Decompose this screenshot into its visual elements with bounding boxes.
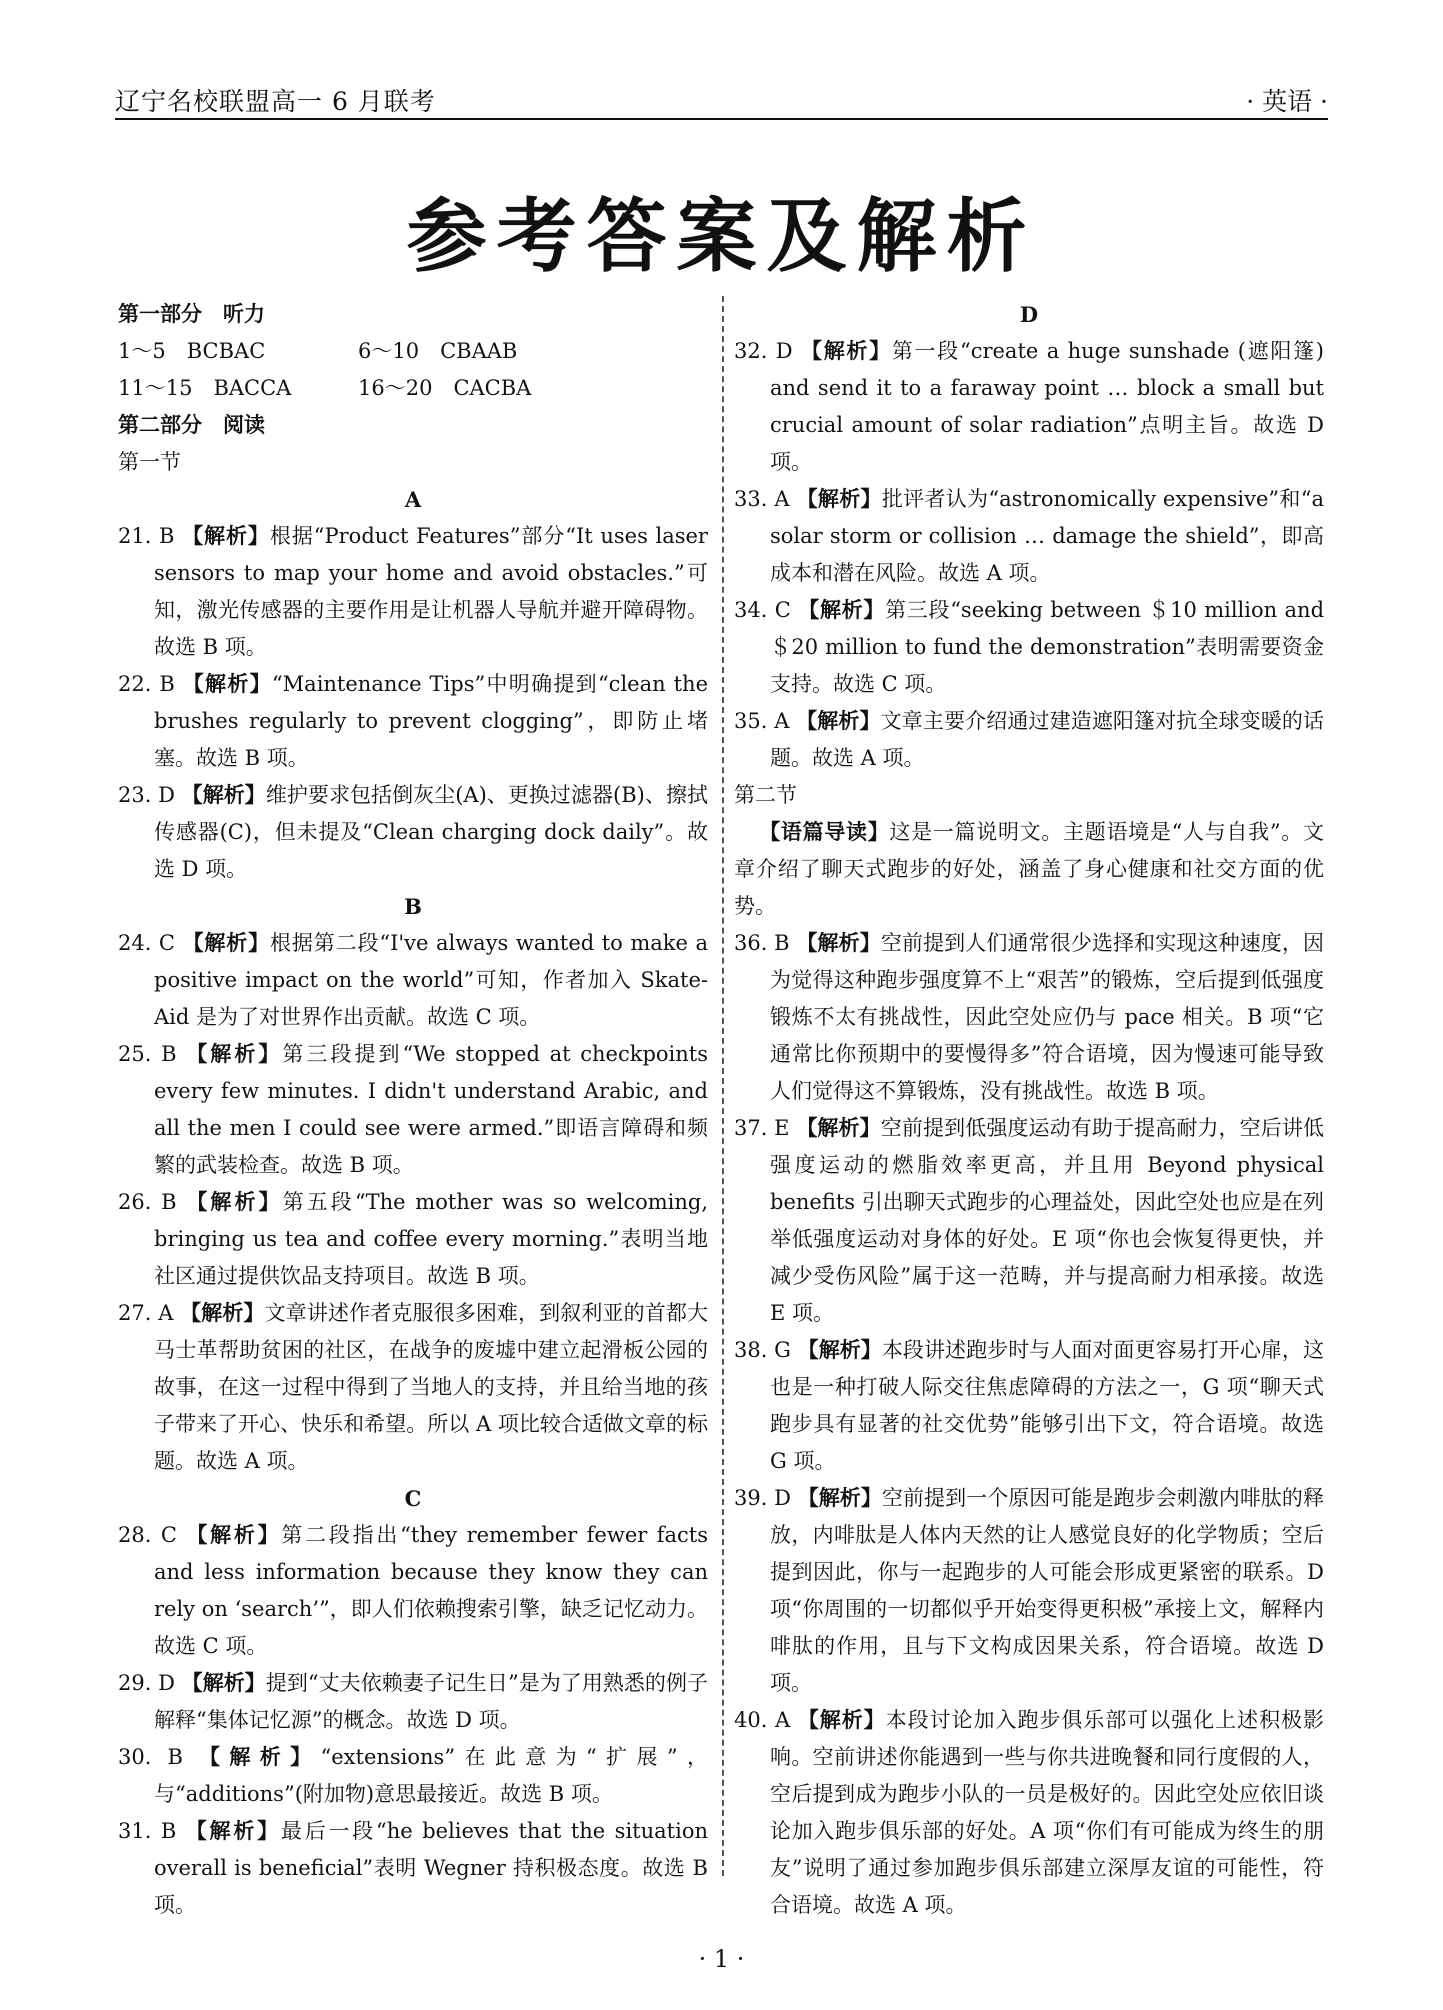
answer-item-39 xyxy=(734,1480,1324,1702)
answer-item-24 xyxy=(118,925,708,1036)
listening-answer: 6～10 CBAAB xyxy=(358,339,518,363)
answer-number: 28. C xyxy=(118,1523,177,1547)
answer-explanation: 第二段指出“they remember fewer facts and less information because they know they can rely on ‘search’”，即人们依赖搜索引擎，缺乏记忆动力。故选 C 项。 xyxy=(154,1523,708,1658)
passage-guide xyxy=(734,814,1324,925)
answer-number: 30. B xyxy=(118,1745,183,1769)
analysis-tag: 【解析】 xyxy=(796,487,882,511)
answer-item-38 xyxy=(734,1332,1324,1480)
analysis-tag: 【解析】 xyxy=(185,1819,281,1843)
left-column xyxy=(118,296,708,1924)
analysis-tag: 【解析】 xyxy=(186,1042,283,1066)
analysis-tag: 【解析】 xyxy=(798,598,886,622)
subsection-heading: 第二节 xyxy=(734,783,797,807)
analysis-tag: 【解析】 xyxy=(182,672,272,696)
analysis-tag: 【解析】 xyxy=(797,1338,882,1362)
answer-explanation: “Maintenance Tips”中明确提到“clean the brushes regularly to prevent clogging”，即防止堵塞。故选 B 项。 xyxy=(154,672,708,770)
answer-item-22 xyxy=(118,666,708,777)
answer-explanation: 空前提到一个原因可能是跑步会刺激内啡肽的释放，内啡肽是人体内天然的让人感觉良好的化学物质；空后提到因此，你与一起跑步的人可能会形成更紧密的联系。D 项“你周围的一切都似乎开始变得更积极”承接上文，解释内啡肽的作用，且与下文构成因果关系，符合语境。故选 D 项。 xyxy=(770,1486,1324,1695)
answer-explanation: 批评者认为“astronomically expensive”和“a solar storm or collision … damage the shield”，即高成本和潜在风险。故选 A 项。 xyxy=(770,487,1324,585)
header-exam-name: 辽宁名校联盟高一 6 月联考 xyxy=(115,87,436,116)
answer-item-29 xyxy=(118,1665,708,1739)
answer-number: 29. D xyxy=(118,1671,175,1695)
answer-item-35 xyxy=(734,703,1324,777)
answer-explanation: 文章主要介绍通过建造遮阳篷对抗全球变暖的话题。故选 A 项。 xyxy=(770,709,1324,770)
analysis-tag: 【解析】 xyxy=(797,1486,882,1510)
guide-tag: 【语篇导读】 xyxy=(759,820,890,844)
answer-explanation: 本段讲述跑步时与人面对面更容易打开心扉，这也是一种打破人际交往焦虑障碍的方法之一，G 项“聊天式跑步具有显著的社交优势”能够引出下文，符合语境。故选 G 项。 xyxy=(770,1338,1324,1473)
answer-explanation: 本段讨论加入跑步俱乐部可以强化上述积极影响。空前讲述你能遇到一些与你共进晚餐和同行度假的人，空后提到成为跑步小队的一员是极好的。因此空处应依旧谈论加入跑步俱乐部的好处。A 项“你们有可能成为终生的朋友”说明了通过参加跑步俱乐部建立深厚友谊的可能性，符合语境。故选 A 项。 xyxy=(770,1708,1324,1917)
listening-answer: 1～5 BCBAC xyxy=(118,339,266,363)
answer-item-40 xyxy=(734,1702,1324,1924)
answer-explanation: “extensions”在此意为“扩展”，与“additions”(附加物)意思最接近。故选 B 项。 xyxy=(154,1745,708,1806)
answer-number: 32. D xyxy=(734,339,793,363)
analysis-tag: 【解析】 xyxy=(797,1708,886,1732)
header-subject: · 英语 · xyxy=(1246,87,1328,116)
answer-explanation: 文章讲述作者克服很多困难，到叙利亚的首都大马士革帮助贫困的社区，在战争的废墟中建立起滑板公园的故事，在这一过程中得到了当地人的支持，并且给当地的孩子带来了开心、快乐和希望。所以 A 项比较合适做文章的标题。故选 A 项。 xyxy=(154,1301,708,1473)
right-column xyxy=(734,296,1324,1924)
passage-letter-a: A xyxy=(404,487,422,512)
answer-item-21 xyxy=(118,518,708,666)
column-divider xyxy=(722,296,724,1876)
answer-item-32 xyxy=(734,333,1324,481)
answer-item-23 xyxy=(118,777,708,888)
answer-item-26 xyxy=(118,1184,708,1295)
answer-explanation: 空前提到低强度运动有助于提高耐力，空后讲低强度运动的燃脂效率更高，并且用 Beyond physical benefits 引出聊天式跑步的心理益处，因此空处也应是在列举低强度运动对身体的好处。E 项“你也会恢复得更快，并减少受伤风险”属于这一范畴，并与提高耐力相承接。故选 E 项。 xyxy=(770,1116,1324,1325)
answer-item-25 xyxy=(118,1036,708,1184)
analysis-tag: 【解析】 xyxy=(186,1190,283,1214)
answer-explanation: 第三段提到“We stopped at checkpoints every few minutes. I didn't understand Arabic, and all the men I could see were armed.”即语言障碍和频繁的武装检查。故选 B 项。 xyxy=(154,1042,709,1177)
page-header xyxy=(115,80,1328,120)
analysis-tag: 【解析】 xyxy=(796,1116,881,1140)
listening-answers-row xyxy=(118,370,708,407)
answer-number: 36. B xyxy=(734,931,790,955)
page-title: 参考答案及解析 xyxy=(406,190,1037,283)
guide-text: 这是一篇说明文。主题语境是“人与自我”。文章介绍了聊天式跑步的好处，涵盖了身心健康和社交方面的优势。 xyxy=(734,820,1324,918)
section-heading-listening: 第一部分 听力 xyxy=(118,302,265,326)
analysis-tag: 【解析】 xyxy=(186,1523,282,1547)
answer-number: 38. G xyxy=(734,1338,791,1362)
answer-explanation: 第五段“The mother was so welcoming, bringing us tea and coffee every morning.”表明当地社区通过提供饮品支持项目。故选 B 项。 xyxy=(154,1190,708,1288)
answer-number: 39. D xyxy=(734,1486,791,1510)
section-heading-reading: 第二部分 阅读 xyxy=(118,413,265,437)
answer-item-34 xyxy=(734,592,1324,703)
answer-explanation: 维护要求包括倒灰尘(A)、更换过滤器(B)、擦拭传感器(C)，但未提及“Clean charging dock daily”。故选 D 项。 xyxy=(154,783,708,881)
passage-letter-d: D xyxy=(1019,302,1039,327)
answer-number: 34. C xyxy=(734,598,791,622)
answer-number: 33. A xyxy=(734,487,790,511)
answer-explanation: 第一段“create a huge sunshade (遮阳篷) and send it to a faraway point … block a small but crucial amount of solar radiation”点明主旨。故选 D 项。 xyxy=(770,339,1324,474)
answer-explanation: 提到“丈夫依赖妻子记生日”是为了用熟悉的例子解释“集体记忆源”的概念。故选 D 项。 xyxy=(154,1671,708,1732)
listening-answer: 16～20 CACBA xyxy=(358,376,532,400)
passage-letter-c: C xyxy=(404,1486,422,1511)
answer-item-28 xyxy=(118,1517,708,1665)
answer-number: 23. D xyxy=(118,783,175,807)
analysis-tag: 【解析】 xyxy=(181,783,266,807)
answer-number: 40. A xyxy=(734,1708,791,1732)
analysis-tag: 【解析】 xyxy=(182,524,270,548)
answer-number: 31. B xyxy=(118,1819,177,1843)
analysis-tag: 【解析】 xyxy=(182,931,271,955)
analysis-tag: 【解析】 xyxy=(181,1671,266,1695)
listening-answer: 11～15 BACCA xyxy=(118,376,292,400)
answer-item-27 xyxy=(118,1295,708,1480)
answer-explanation: 最后一段“he believes that the situation overall is beneficial”表明 Wegner 持积极态度。故选 B 项。 xyxy=(154,1819,708,1917)
analysis-tag: 【解析】 xyxy=(796,709,881,733)
subsection-heading: 第一节 xyxy=(118,450,181,474)
answer-number: 37. E xyxy=(734,1116,790,1140)
answer-item-36 xyxy=(734,925,1324,1110)
analysis-tag: 【解析】 xyxy=(198,1745,321,1769)
page-number: · 1 · xyxy=(698,1945,745,1973)
answer-item-37 xyxy=(734,1110,1324,1332)
answer-item-33 xyxy=(734,481,1324,592)
answer-number: 25. B xyxy=(118,1042,177,1066)
answer-number: 27. A xyxy=(118,1301,174,1325)
answer-number: 22. B xyxy=(118,672,175,696)
analysis-tag: 【解析】 xyxy=(801,339,892,363)
answer-explanation: 根据第二段“I've always wanted to make a positive impact on the world”可知，作者加入 Skate-Aid 是为了对世界作出贡献。故选 C 项。 xyxy=(154,931,709,1029)
answer-number: 26. B xyxy=(118,1190,177,1214)
answer-number: 21. B xyxy=(118,524,175,548)
answer-explanation: 根据“Product Features”部分“It uses laser sensors to map your home and avoid obstacles.”可知，激光传感器的主要作用是让机器人导航并避开障碍物。故选 B 项。 xyxy=(154,524,708,659)
analysis-tag: 【解析】 xyxy=(796,931,881,955)
answer-item-31 xyxy=(118,1813,708,1924)
answer-number: 35. A xyxy=(734,709,790,733)
listening-answers-row xyxy=(118,333,708,370)
analysis-tag: 【解析】 xyxy=(180,1301,265,1325)
answer-explanation: 第三段“seeking between ＄10 million and ＄20 million to fund the demonstration”表明需要资金支持。故选 C 项。 xyxy=(770,598,1325,696)
answer-number: 24. C xyxy=(118,931,176,955)
answer-item-30 xyxy=(118,1739,708,1813)
passage-letter-b: B xyxy=(404,894,422,919)
answer-explanation: 空前提到人们通常很少选择和实现这种速度，因为觉得这种跑步强度算不上“艰苦”的锻炼，空后提到低强度锻炼不太有挑战性，因此空处应仍与 pace 相关。B 项“它通常比你预期中的要慢得多”符合语境，因为慢速可能导致人们觉得这不算锻炼，没有挑战性。故选 B 项。 xyxy=(770,931,1325,1103)
